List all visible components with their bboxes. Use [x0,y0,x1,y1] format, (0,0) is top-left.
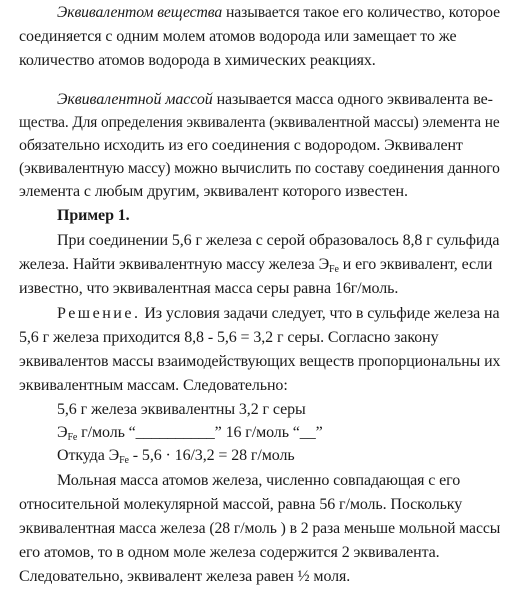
text-line: соединяется с одним молем атомов водорода или замещает то же [19,28,457,45]
text-line: $Э_{Fe}$ г/моль “__________” 16 г/моль “__” [57,424,323,443]
text-line: количество атомов водорода в химических реакциях. [19,52,376,69]
text-line: При соединении 5,6 г железа с серой образовалось 8,8 г сульфида [57,232,500,249]
text-line: эквивалентным массам. Следовательно: [19,377,288,394]
text-line: железа. Найти эквивалентную массу железа $Э_{Fe}$ и его эквивалент, если [19,256,493,275]
text-line: обязательно исходить из его соединения с водородом. Эквивалент [19,137,463,154]
text-line: Откуда $Э_{Fe} - 5,6 \cdot 16/3,2 = 28$ г/моль [57,447,295,466]
text-line: Мольная масса атомов железа, численно совпадающая с его [57,472,461,489]
text-line: Эквивалентной массой называется масса одного эквивалента ве- [57,91,493,108]
text-line: Эквивалентом вещества называется такое его количество, которое [57,4,501,21]
text-line: щества. Для определения эквивалента (эквивалентной массы) элемента не [19,114,500,131]
text-line: 5,6 г железа приходится 8,8 - 5,6 = 3,2 г серы. Согласно закону [19,329,439,346]
text-line: эквивалентная масса железа (28 г/моль ) в 2 раза меньше мольной массы [19,520,501,537]
text-line: 5,6 г железа эквивалентны 3,2 г серы [57,401,306,418]
example-heading: Пример 1. [57,207,130,224]
text-line: (эквивалентную массу) можно вычислить по составу соединения данного [19,160,500,177]
text-line: эквивалентов массы взаимодействующих веществ пропорциональны их [19,353,501,370]
text-line: относительной молекулярной массой, равна 56 г/моль. Поскольку [19,496,463,513]
text-line: Решение. Из условия задачи следует, что в сульфиде железа на [57,305,500,322]
text-line: Следовательно, эквивалент железа равен ½ моля. [19,568,351,585]
text-line: его атомов, то в одном моле железа содержится 2 эквивалента. [19,544,440,561]
text-line: известно, что эквивалентная масса серы равна 16г/моль. [19,280,399,297]
text-line: элемента с любым другим, эквивалент которого известен. [19,183,408,200]
